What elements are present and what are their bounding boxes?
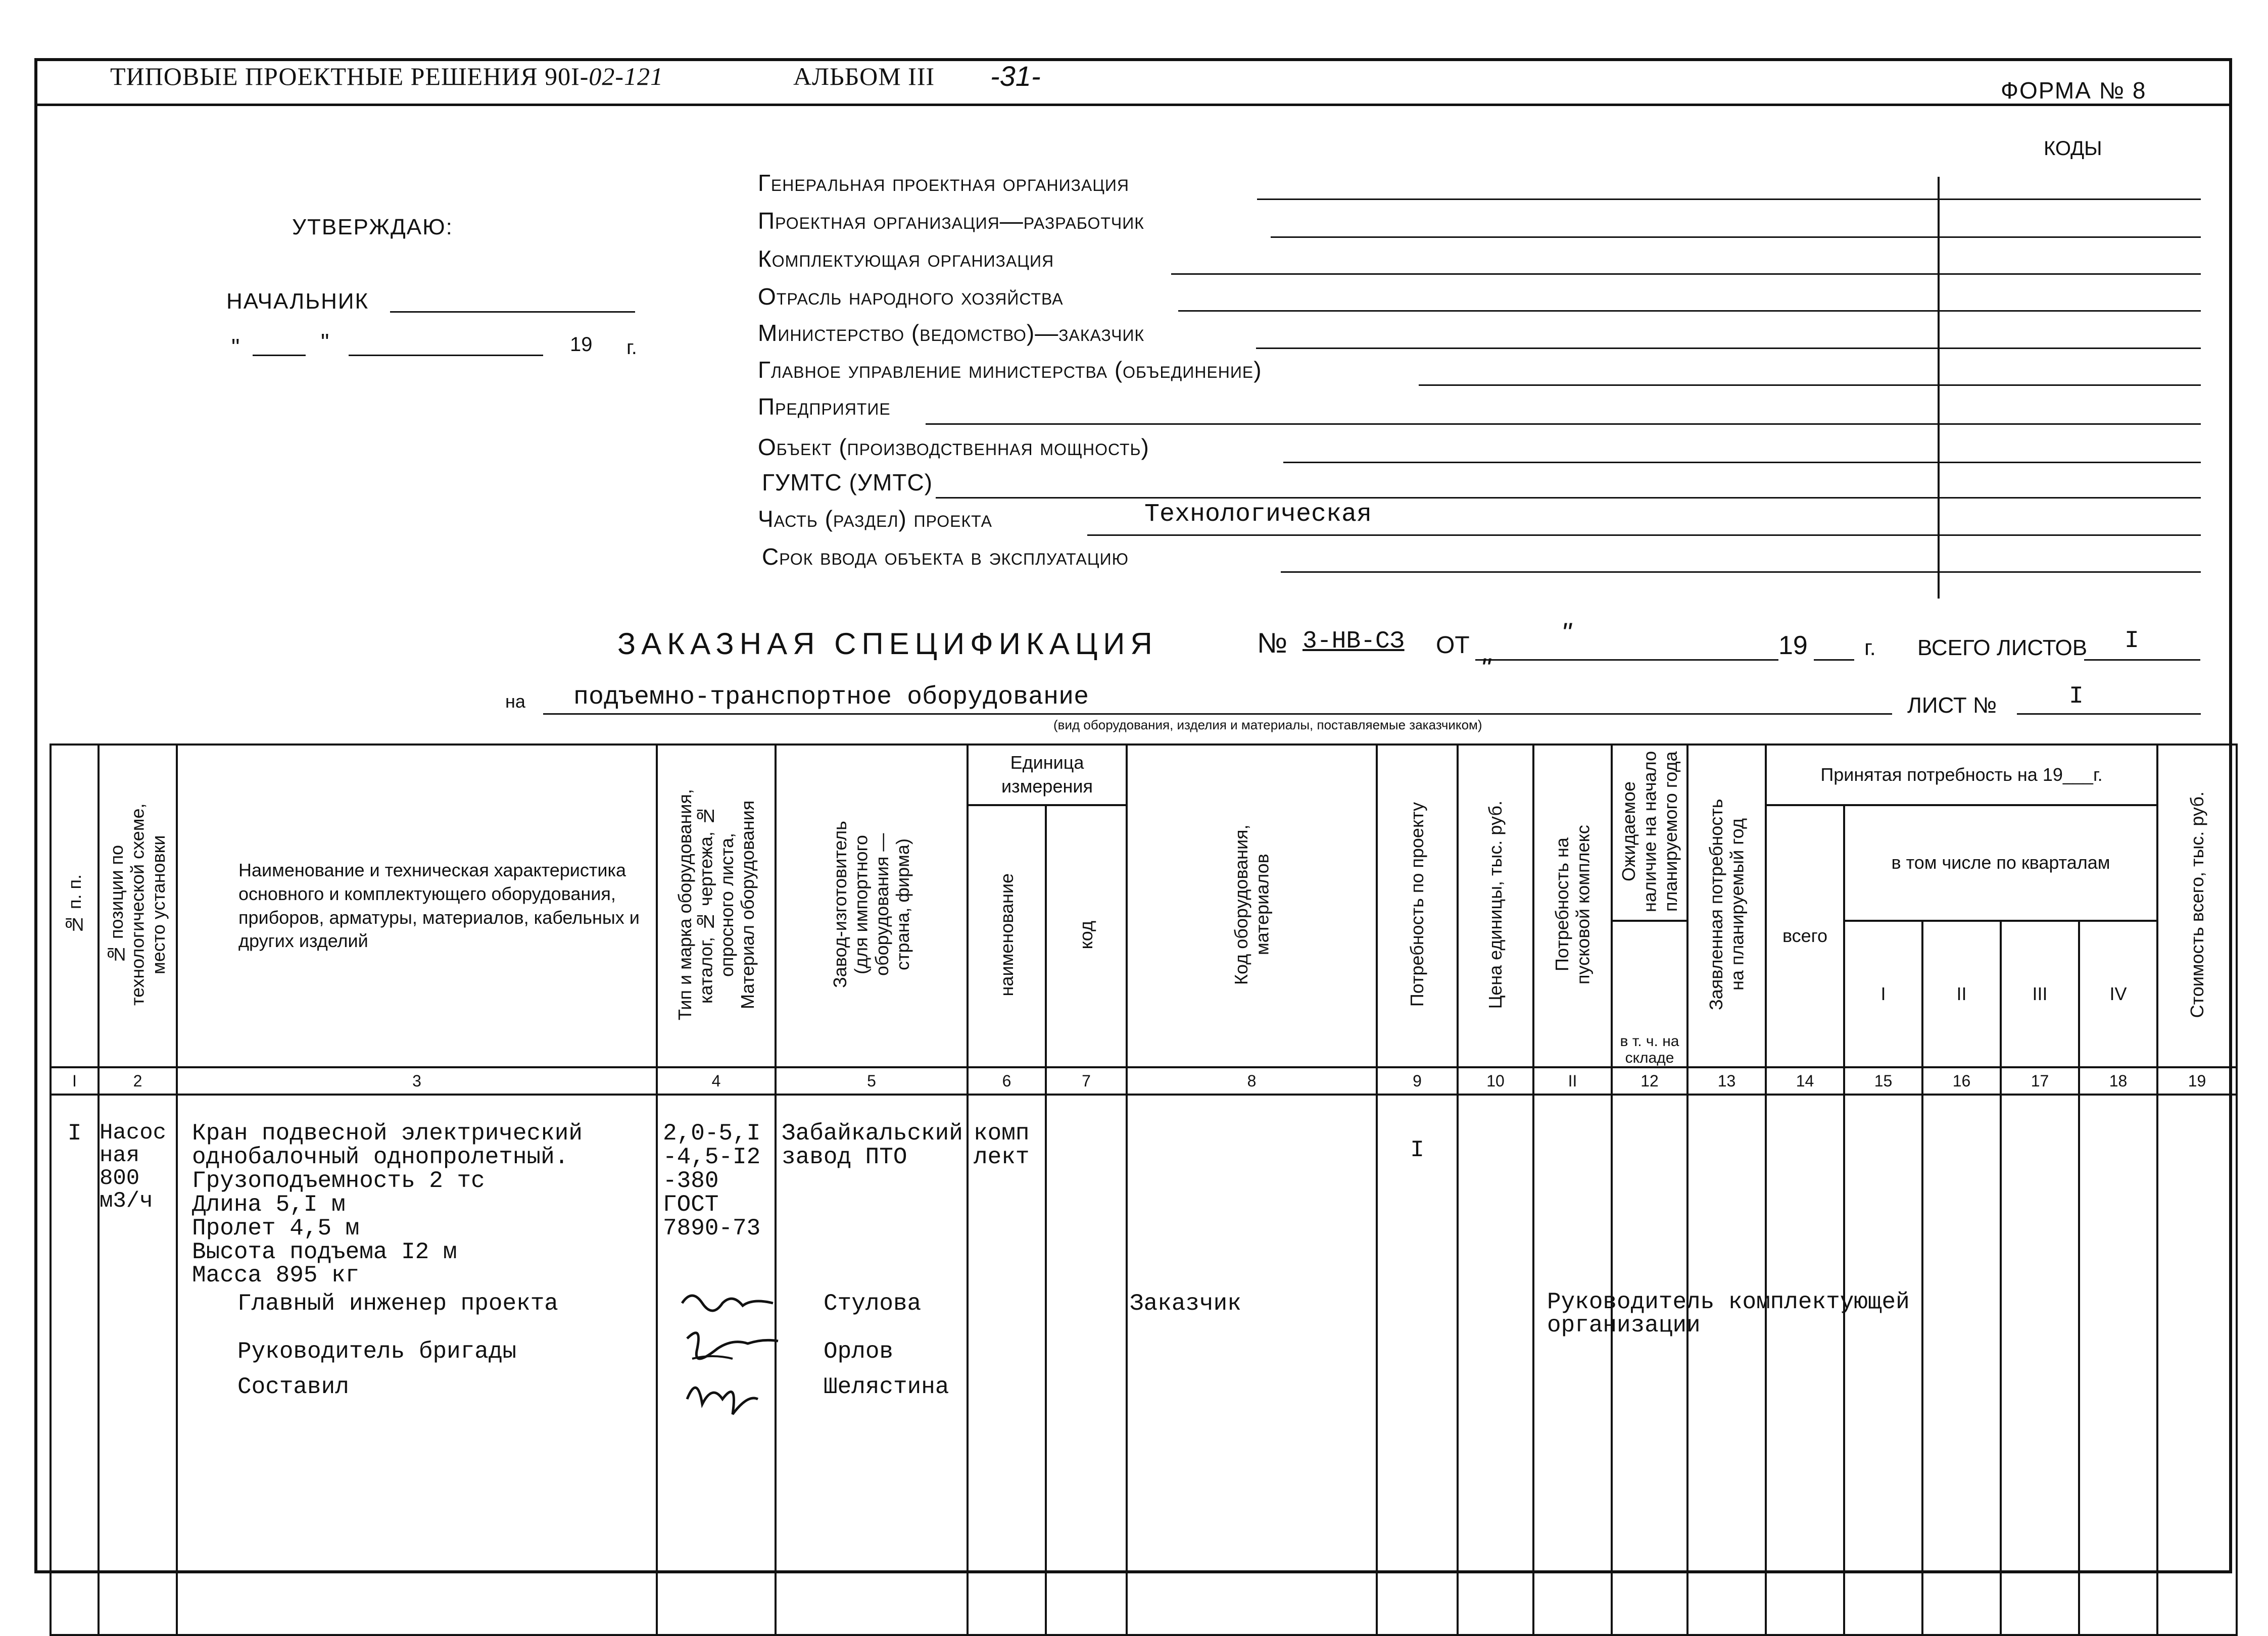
chief-line [390,311,635,313]
col-number: 8 [1127,1067,1377,1095]
chief-engineer-name: Стулова [824,1291,922,1317]
col-header-5: Завод-изготовитель (для импортного оборудования —страна, фирма) [776,745,968,1067]
col-number: 12 [1612,1067,1687,1095]
row-maker: Забайкальский завод ПТО [776,1095,968,1635]
supplier-head-label: Руководитель комплектующей организации [1547,1289,1910,1338]
spec-from-label: ОТ [1436,632,1470,659]
org-enterprise-label: Предприятие [758,393,891,420]
col-header-6: наименование [968,805,1046,1067]
sheets-total-label: ВСЕГО ЛИСТОВ [1917,635,2088,660]
spec-on-line [543,713,1892,715]
org-object-label: Объект (производственная мощность) [758,434,1149,460]
spec-date-line [1475,659,1778,661]
chief-engineer-label: Главный инженер проекта [237,1291,558,1317]
col-number: 14 [1766,1067,1844,1095]
col-number: 15 [1844,1067,1922,1095]
org-industry-line [1178,310,2201,312]
org-developer-label: Проектная организация—разработчик [758,208,1144,234]
col-header-accepted-group: Принятая потребность на 19___г. [1766,745,2157,805]
col-header-2: № позиции по технологической схеме, место установки [99,745,177,1067]
chief-label: НАЧАЛЬНИК [226,289,369,314]
org-developer-line [1271,236,2201,238]
row-declared [1687,1095,1766,1635]
col-number: II [1533,1067,1612,1095]
row-q4 [2079,1095,2157,1635]
col-number: 13 [1687,1067,1766,1095]
org-part-line [1087,534,2201,536]
org-gumts-line [936,497,2201,499]
col-number: 3 [177,1067,657,1095]
col-header-3: Наименование и техническая характеристика основного и комплектующего оборудования, приборов, арматуры, материалов, кабельных и других изделий [177,745,657,1067]
row-price [1458,1095,1533,1635]
org-general-line [1257,199,2201,200]
row-startup [1533,1095,1612,1635]
org-part-label: Часть (раздел) проекта [758,506,992,532]
compiled-label: Составил [237,1374,349,1400]
form-number: ФОРМА № 8 [2001,77,2147,104]
col-number: 4 [657,1067,776,1095]
approval-date-quote-close: " [321,329,329,355]
col-header-12: Ожидаемое наличие на начало планируемого года [1612,745,1687,921]
approve-label: УТВЕРЖДАЮ: [292,215,453,239]
sheet-no-value: I [2069,683,2084,710]
col-number: 16 [1922,1067,2001,1095]
album-label: АЛЬБОМ III [793,62,935,90]
col-header-7: код [1046,805,1127,1067]
signatures-handwritten-icon [672,1283,793,1434]
row-qty: I [1377,1095,1458,1635]
spec-on-value: подъемно-транспортное оборудование [573,683,1089,712]
col-header-quarters-group: в том числе по кварталам [1844,805,2157,921]
col-number: 6 [968,1067,1046,1095]
codes-label: КОДЫ [2044,137,2102,160]
spec-no-value: 3-НВ-СЗ [1302,628,1405,655]
org-department-line [1419,384,2201,386]
series-title: ТИПОВЫЕ ПРОЕКТНЫЕ РЕШЕНИЯ 90I-02-121 [110,62,664,90]
col-header-11: Потребность на пусковой комплекс [1533,745,1612,1067]
col-number: 5 [776,1067,968,1095]
spec-quote-open: " [1561,617,1571,649]
spec-on-note: (вид оборудования, изделия и материалы, поставляемые заказчиком) [1053,717,1482,732]
spec-quote-close: " [1480,652,1490,684]
row-name: Кран подвесной электрический однобалочный однопролетный. Грузоподъемность 2 тс Длина 5,I м Пролет 4,5 м Высота подъема I2 м Масса 895 кг [177,1095,657,1635]
spec-on-label: на [505,691,525,712]
approval-year-suffix: г. [626,336,637,359]
org-enterprise-line [926,423,2201,425]
spec-year-suffix: г. [1864,635,1876,660]
approval-month-line [349,355,543,356]
row-q2 [1922,1095,2001,1635]
org-ministry-label: Министерство (ведомство)—заказчик [758,320,1145,346]
col-header-18: IV [2079,921,2157,1067]
row-q3 [2001,1095,2079,1635]
col-header-1: № п. п. [51,745,99,1067]
col-header-16: II [1922,921,2001,1067]
specification-table [50,743,2238,1636]
row-unit: комп лект [968,1095,1046,1635]
header-rule [34,104,2232,106]
org-part-value: Технологическая [1144,500,1372,529]
col-number: 7 [1046,1067,1127,1095]
column-number-row [51,1067,2237,1095]
sheets-total-line [2084,659,2200,661]
org-object-line [1283,462,2201,463]
compiled-name: Шелястина [824,1374,949,1400]
approval-day-line [253,355,306,356]
approval-year: 19 [570,333,593,356]
org-department-label: Главное управление министерства (объединение) [758,357,1262,383]
col-header-17: III [2001,921,2079,1067]
col-number: I [51,1067,99,1095]
row-expected [1612,1095,1687,1635]
row-cost [2157,1095,2237,1635]
row-type: 2,0-5,I -4,5-I2 -380 ГОСТ 7890-73 [657,1095,776,1635]
col-number: 2 [99,1067,177,1095]
col-number: 17 [2001,1067,2079,1095]
col-number: 19 [2157,1067,2237,1095]
col-header-4: Тип и марка оборудования, каталог, № чертежа, № опросного листа, Материал оборудования [657,745,776,1067]
sheet-no-label: ЛИСТ № [1907,693,1997,718]
org-ministry-line [1256,348,2201,349]
approval-date-quote-open: " [231,334,240,360]
row-number: I [51,1095,99,1635]
col-header-8: Код оборудования, материалов [1127,745,1377,1067]
spec-year-line [1814,659,1854,661]
sheets-total-value: I [2125,627,2139,655]
col-number: 9 [1377,1067,1458,1095]
col-header-12-sub: в т. ч. на складе [1612,921,1687,1067]
sheet-no-line [2017,713,2201,715]
org-general-label: Генеральная проектная организация [758,170,1130,196]
col-header-13: Заявленная потребность на планируемый год [1687,745,1766,1067]
row-equipment-code [1127,1095,1377,1635]
brigade-label: Руководитель бригады [237,1338,517,1365]
col-header-14: всего [1766,805,1844,1067]
org-supplier-label: Комплектующая организация [758,245,1054,272]
org-industry-label: Отрасль народного хозяйства [758,283,1064,310]
col-header-19: Стоимость всего, тыс. руб. [2157,745,2237,1067]
row-unit-code [1046,1095,1127,1635]
spec-year: 19 [1778,631,1808,660]
col-number: 10 [1458,1067,1533,1095]
row-position: Насос ная 800 м3/ч [99,1095,177,1635]
row-q1 [1844,1095,1922,1635]
row-total [1766,1095,1844,1635]
col-header-9: Потребность по проекту [1377,745,1458,1067]
spec-no-label: № [1257,627,1288,659]
table-row [51,1095,2237,1635]
col-header-10: Цена единицы, тыс. руб. [1458,745,1533,1067]
spec-title: ЗАКАЗНАЯ СПЕЦИФИКАЦИЯ [617,627,1158,661]
brigade-name: Орлов [824,1338,894,1365]
org-gumts-label: ГУМТС (УМТС) [762,469,933,495]
org-deadline-line [1281,571,2201,573]
customer-label: Заказчик [1130,1291,1241,1317]
page-number: -31- [990,60,1041,92]
col-header-unit-group: Единица измерения [968,745,1127,805]
org-deadline-label: Срок ввода объекта в эксплуатацию [762,543,1129,570]
col-header-15: I [1844,921,1922,1067]
col-number: 18 [2079,1067,2157,1095]
org-supplier-line [1171,273,2201,275]
